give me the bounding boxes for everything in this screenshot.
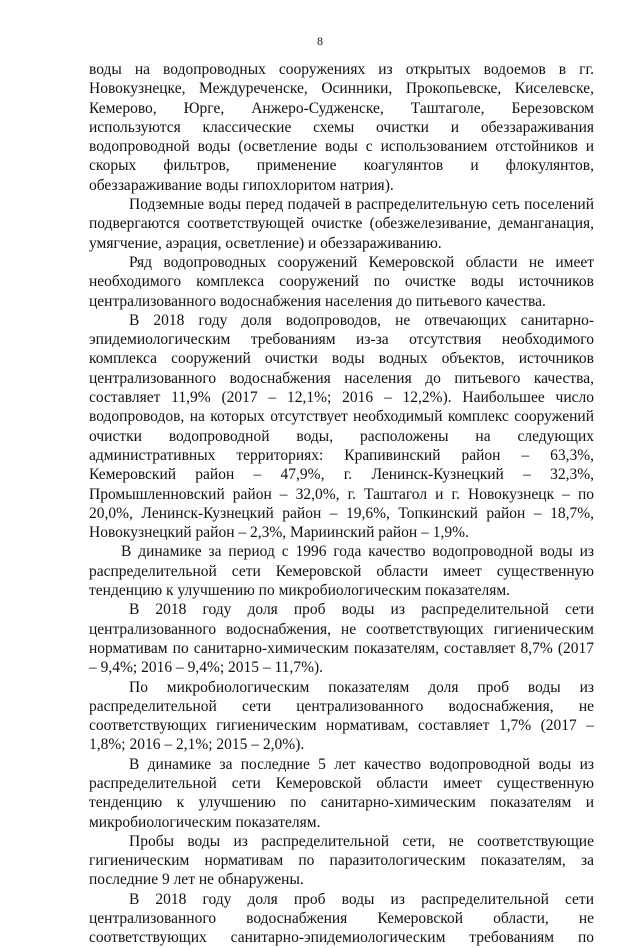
document-body [89,60,594,948]
paragraph-groundwater-treatment: Подземные воды перед подачей в распределительную сеть поселений подвергаются соответствующей очистке (обезжелезивание, деманганация, умягчение, аэрация, осветление) и обеззараживанию. [89,196,594,252]
paragraph-missing-treatment-facilities: Ряд водопроводных сооружений Кемеровской области не имеет необходимого комплекса сооружений по очистке воды источников централизованного водоснабжения населения до питьевого качества. [89,253,594,310]
paragraph-2018-noncompliant-water-supply: В 2018 году доля водопроводов, не отвечающих санитарно-эпидемиологическим требованиям из-за отсутствия необходимого комплекса сооружений очистки воды водных объектов, источников централизованного водоснабжения населения до питьевого качества, составляет 11,9% (2017 – 12,1%; 2016 – 12,2%). Наибольшее число водопроводов, на которых отсутствует необходимый комплекс сооружений очистки водопроводной воды, расположены на следующих административных территориях: Крапивинский район – 63,3%, Кемеровский район – 47,9%, г. Ленинск-Кузнецкий – 32,3%, Промышленновский район – 32,0%, г. Таштагол и г. Новокузнецк – по 20,0%, Ленинск-Кузнецкий район – 19,6%, Топкинский район – 18,7%, Новокузнецкий район – 2,3%, Мариинский район – 1,9%. [89,311,594,542]
page-number: 8 [317,34,323,48]
paragraph-sanitary-chemical-samples: В 2018 году доля проб воды из распределительной сети централизованного водоснабжения, не соответствующих гигиеническим нормативам по санитарно-химическим показателям, составляет 8,7% (2017 – 9,4%; 2016 – 9,4%; 2015 – 11,7%). [89,601,594,677]
paragraph-2018-noncompliant-samples: В 2018 году доля проб воды из распределительной сети централизованного водоснабжения Кемеровской области, не соответствующих санитарно-эпидемиологическим требованиям по [89,890,594,947]
paragraph-microbiological-samples: По микробиологическим показателям доля проб воды из распределительной сети централизованного водоснабжения, не соответствующих гигиеническим нормативам, составляет 1,7% (2017 – 1,8%; 2016 – 2,1%; 2015 – 2,0%). [89,678,594,754]
paragraph-five-year-dynamics: В динамике за последние 5 лет качество водопроводной воды из распределительной сети Кемеровской области имеет существенную тенденцию к улучшению по санитарно-химическим показателям и микробиологическим показателям. [89,755,594,831]
paragraph-water-treatment-methods: воды на водопроводных сооружениях из открытых водоемов в гг. Новокузнецке, Междуреченске, Осинники, Прокопьевске, Киселевске, Кемерово, Юрге, Анжеро-Судженске, Таштаголе, Березовском используются классические схемы очистки и обеззараживания водопроводной воды (осветление воды с использованием отстойников и скорых фильтров, применение коагулянтов и флокулянтов, обеззараживание воды гипохлоритом натрия). [89,61,594,194]
paragraph-dynamics-since-1996: В динамике за период с 1996 года качество водопроводной воды из распределительной сети Кемеровской области имеет существенную тенденцию к улучшению по микробиологическим показателям. [89,543,594,600]
paragraph-parasitological-samples: Пробы воды из распределительной сети, не соответствующие гигиеническим нормативам по паразитологическим показателям, за последние 9 лет не обнаружены. [89,832,594,889]
